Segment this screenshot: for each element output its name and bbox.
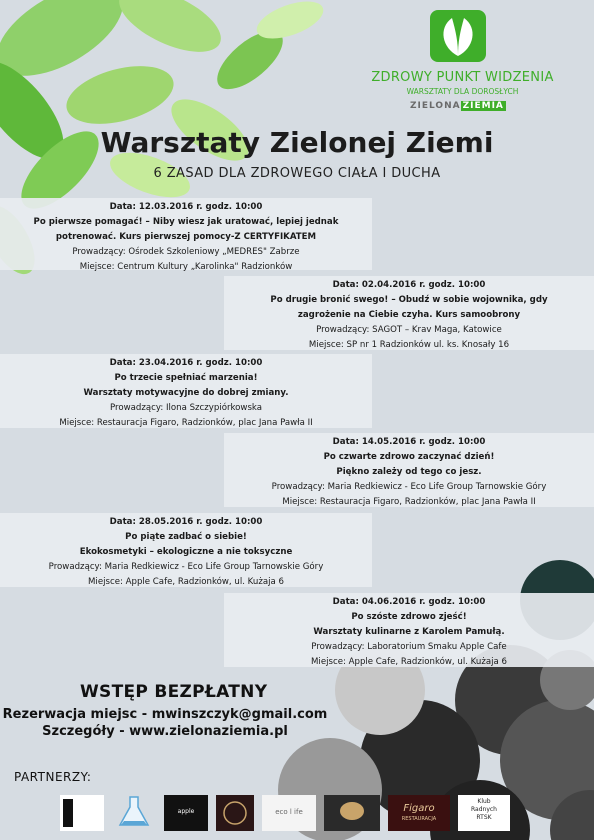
- partner-klub-line2: Radnych: [471, 806, 497, 813]
- event-place: Miejsce: Apple Cafe, Radzionków, ul. Kużaja 6: [88, 577, 284, 587]
- event-topic-line2: Warsztaty motywacyjne do dobrej zmiany.: [83, 388, 289, 398]
- event-topic-line2: zagrożenie na Ciebie czyha. Kurs samoobrony: [297, 310, 521, 320]
- partner-ecolife-text: eco l ife: [275, 808, 303, 816]
- logo-brand-left: ZIELONA: [410, 101, 461, 111]
- partners-label: PARTNERZY:: [14, 770, 92, 784]
- event-card-2: [224, 276, 594, 350]
- event-host: Prowadzący: Laboratorium Smaku Apple Cafe: [311, 642, 507, 652]
- logo-brand: [410, 101, 506, 111]
- partner-klub-line1: Klub: [477, 798, 491, 805]
- event-topic-line1: Po piąte zadbać o siebie!: [125, 532, 247, 542]
- logo-title: ZDROWY PUNKT WIDZENIA: [371, 70, 554, 85]
- event-card-4: [224, 433, 594, 507]
- event-topic-line2: Warsztaty kulinarne z Karolem Pamułą.: [313, 627, 505, 637]
- partner-klub-line3: RTSK: [476, 814, 492, 821]
- event-topic-line1: Po szóste zdrowo zjeść!: [351, 612, 467, 622]
- crest-icon: [216, 795, 254, 831]
- event-topic-line2: potrenować. Kurs pierwszej pomocy-Z CERTYFIKATEM: [55, 232, 317, 242]
- free-entry-heading: WSTĘP BEZPŁATNY: [80, 682, 268, 702]
- page-title: Warsztaty Zielonej Ziemi: [100, 126, 494, 159]
- event-place: Miejsce: Centrum Kultury „Karolinka" Radzionków: [79, 262, 293, 272]
- event-host: Prowadzący: SAGOT – Krav Maga, Katowice: [316, 325, 502, 335]
- event-card-5: [0, 513, 372, 587]
- event-place: Miejsce: SP nr 1 Radzionków ul. ks. Knosały 16: [308, 340, 510, 350]
- event-place: Miejsce: Apple Cafe, Radzionków, ul. Kużaja 6: [311, 657, 507, 667]
- event-host: Prowadzący: Ilona Szczypiórkowska: [109, 403, 263, 413]
- event-topic-line2: Piękno zależy od tego co jesz.: [336, 467, 482, 477]
- partner-logo-apple: [164, 795, 208, 831]
- partner-logo-6: [324, 795, 380, 831]
- page-subtitle: 6 ZASAD DLA ZDROWEGO CIAŁA I DUCHA: [153, 166, 441, 181]
- leaf-logo-icon: [428, 8, 488, 64]
- partner-logo-flask: [112, 795, 156, 831]
- event-date: Data: 28.05.2016 r. godz. 10:00: [109, 517, 263, 527]
- event-host: Prowadzący: Maria Redkiewicz - Eco Life Group Tarnowskie Góry: [271, 482, 547, 492]
- details-website[interactable]: Szczegóły - www.zielonaziemia.pl: [42, 724, 288, 739]
- partner-figaro-sub: RESTAURACJA: [401, 816, 437, 822]
- emblem-icon: [324, 795, 380, 831]
- event-topic-line1: Po czwarte zdrowo zaczynać dzień!: [323, 452, 495, 462]
- logo: [340, 8, 585, 120]
- event-host: Prowadzący: Maria Redkiewicz - Eco Life Group Tarnowskie Góry: [48, 562, 324, 572]
- event-host: Prowadzący: Ośrodek Szkoleniowy „MEDRES" Zabrze: [72, 247, 300, 257]
- event-date: Data: 14.05.2016 r. godz. 10:00: [332, 437, 486, 447]
- event-topic-line1: Po trzecie spełniać marzenia!: [114, 373, 258, 383]
- event-place: Miejsce: Restauracja Figaro, Radzionków, plac Jana Pawła II: [59, 418, 313, 428]
- partner-figaro-text: Figaro: [403, 803, 435, 814]
- partner-logo-1: [60, 795, 104, 831]
- event-date: Data: 04.06.2016 r. godz. 10:00: [332, 597, 486, 607]
- partner-apple-text: apple: [177, 808, 195, 815]
- logo-brand-right: ZIEMIA: [462, 101, 504, 111]
- flask-icon: [112, 795, 156, 831]
- partner-logo-4: [216, 795, 254, 831]
- event-card-3: [0, 354, 372, 428]
- event-topic-line2: Ekokosmetyki – ekologiczne a nie toksyczne: [79, 547, 293, 557]
- event-topic-line1: Po drugie bronić swego! – Obudź w sobie wojownika, gdy: [270, 295, 548, 305]
- event-topic-line1: Po pierwsze pomagać! – Niby wiesz jak uratować, lepiej jednak: [33, 217, 339, 227]
- partner-logo-klub: [458, 795, 510, 831]
- partner-logo-figaro: [388, 795, 450, 831]
- event-card-1: [0, 198, 372, 270]
- event-date: Data: 23.04.2016 r. godz. 10:00: [109, 358, 263, 368]
- event-date: Data: 02.04.2016 r. godz. 10:00: [332, 280, 486, 290]
- event-place: Miejsce: Restauracja Figaro, Radzionków, plac Jana Pawła II: [282, 497, 536, 507]
- logo-subtitle: WARSZTATY DLA DOROSŁYCH: [406, 87, 519, 96]
- event-date: Data: 12.03.2016 r. godz. 10:00: [109, 202, 263, 212]
- partner-logo-ecolife: [262, 795, 316, 831]
- event-card-6: [224, 593, 594, 667]
- reservation-email[interactable]: Rezerwacja miejsc - mwinszczyk@gmail.com: [2, 707, 328, 722]
